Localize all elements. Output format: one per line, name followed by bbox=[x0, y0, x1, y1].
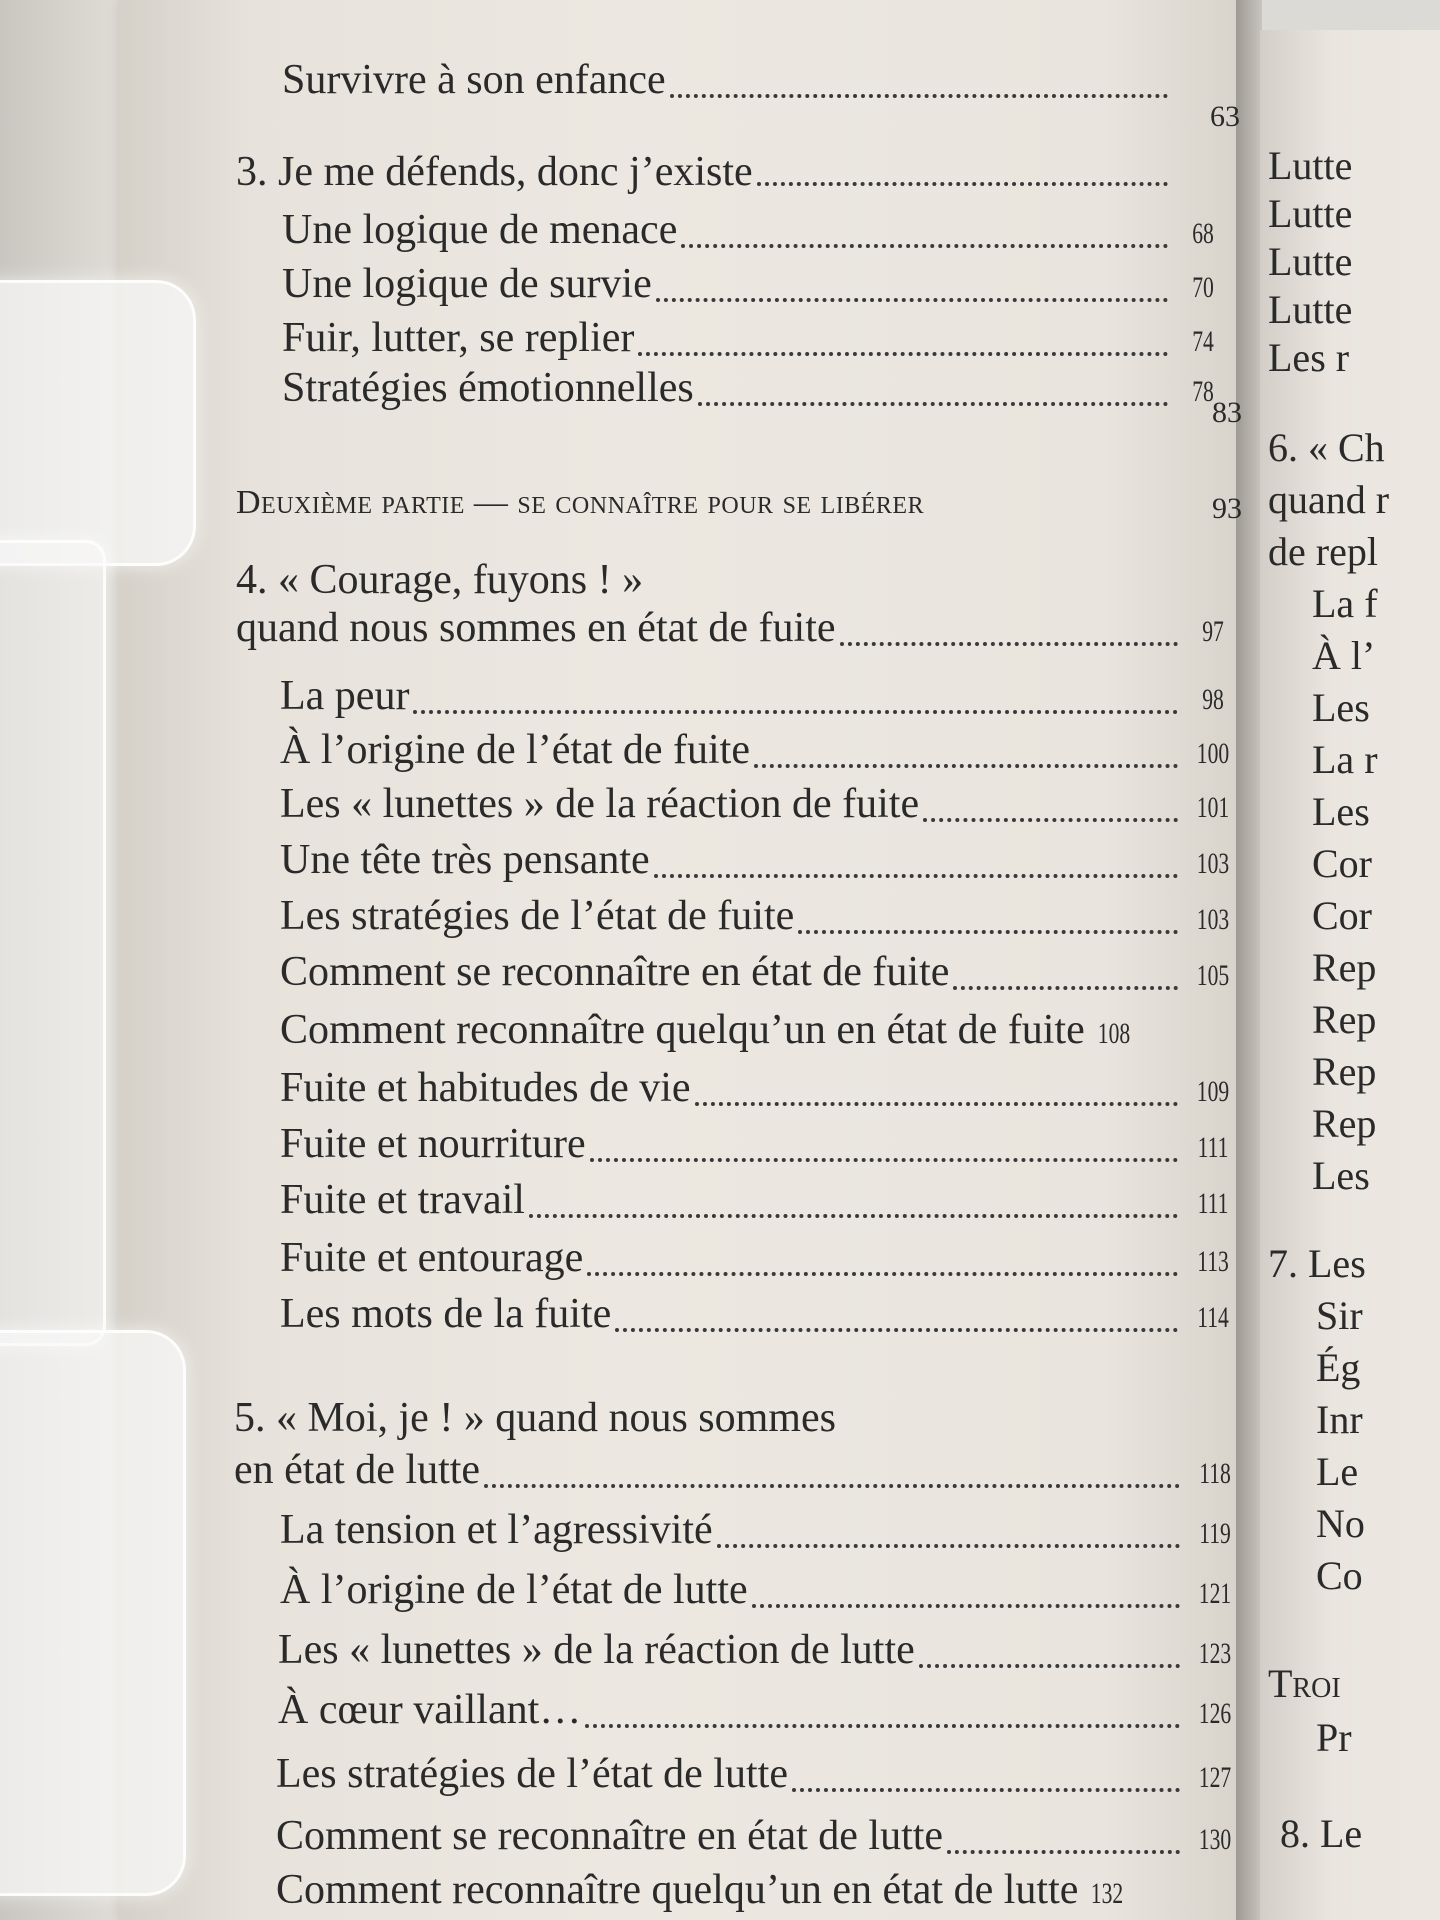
toc-entry bbox=[276, 1812, 1238, 1864]
right-line: de repl bbox=[1268, 529, 1378, 574]
page-clip-top bbox=[0, 280, 196, 566]
toc-entry-title: Comment reconnaître quelqu’un en état de fuite bbox=[280, 1007, 1085, 1053]
dot-leader bbox=[484, 1484, 1180, 1488]
dot-leader bbox=[953, 986, 1178, 990]
dot-leader bbox=[654, 874, 1178, 878]
toc-entry-title: Une logique de survie bbox=[282, 261, 652, 307]
toc-entry bbox=[280, 1120, 1236, 1172]
page-number: 97 bbox=[1202, 615, 1224, 648]
right-line: Rep bbox=[1312, 1049, 1377, 1094]
right-line: Inr bbox=[1316, 1397, 1363, 1442]
toc-entry bbox=[280, 892, 1236, 944]
dot-leader bbox=[752, 1604, 1180, 1608]
page-number: 98 bbox=[1202, 683, 1224, 716]
toc-entry-title: Les stratégies de l’état de lutte bbox=[276, 1751, 788, 1797]
right-line: Les bbox=[1312, 789, 1370, 834]
toc-entry-title: Fuite et entourage bbox=[280, 1235, 584, 1281]
page-number: 132 bbox=[1091, 1877, 1124, 1910]
page-number: 111 bbox=[1197, 1187, 1229, 1220]
page-number: 93 bbox=[1212, 492, 1242, 525]
right-line: À l’ bbox=[1312, 633, 1376, 678]
right-line: La r bbox=[1312, 737, 1378, 782]
right-line: Rep bbox=[1312, 997, 1377, 1042]
toc-entry-title: Fuite et travail bbox=[280, 1177, 525, 1223]
page-number: 105 bbox=[1196, 959, 1230, 992]
toc-entry-title: À cœur vaillant… bbox=[278, 1687, 582, 1733]
right-line: Les bbox=[1312, 1153, 1370, 1198]
dot-leader bbox=[698, 402, 1168, 406]
toc-entry bbox=[282, 314, 1226, 366]
dot-leader bbox=[757, 182, 1168, 186]
dot-leader bbox=[840, 642, 1178, 646]
right-line: Lutte bbox=[1268, 287, 1353, 332]
right-line: 7. Les bbox=[1268, 1241, 1366, 1286]
toc-entry-title: Les stratégies de l’état de fuite bbox=[280, 893, 795, 939]
toc-entry-title: La peur bbox=[280, 673, 410, 719]
page-number: 118 bbox=[1199, 1457, 1231, 1490]
toc-chapter bbox=[236, 604, 1236, 656]
dot-leader bbox=[670, 94, 1168, 98]
toc-entry bbox=[280, 1006, 1236, 1058]
page-number: 74 bbox=[1192, 325, 1214, 358]
toc-chapter bbox=[234, 1446, 1238, 1498]
toc-entry bbox=[280, 836, 1236, 888]
dot-leader bbox=[585, 1724, 1180, 1728]
right-line: quand r bbox=[1268, 477, 1390, 522]
toc-entry bbox=[280, 780, 1236, 832]
toc-entry bbox=[276, 1866, 1238, 1918]
toc-entry bbox=[282, 56, 1226, 108]
toc-entry bbox=[280, 1290, 1236, 1342]
toc-entry-title: Comment se reconnaître en état de fuite bbox=[280, 949, 950, 995]
toc-chapter bbox=[236, 148, 1226, 196]
toc-entry bbox=[280, 1506, 1238, 1558]
dot-leader bbox=[919, 1664, 1180, 1668]
dot-leader bbox=[717, 1544, 1180, 1548]
page-number: 63 bbox=[1210, 100, 1240, 133]
dot-leader bbox=[587, 1272, 1178, 1276]
chapter-title: quand nous sommes en état de fuite bbox=[236, 605, 836, 651]
right-line: Cor bbox=[1312, 841, 1372, 886]
toc-entry bbox=[280, 948, 1236, 1000]
right-line: Lutte bbox=[1268, 239, 1353, 284]
page-number: 111 bbox=[1197, 1131, 1229, 1164]
right-line: Le bbox=[1316, 1449, 1359, 1494]
right-line: Lutte bbox=[1268, 191, 1353, 236]
toc-entry bbox=[280, 1234, 1236, 1286]
dot-leader bbox=[413, 710, 1178, 714]
right-line: 6. « Ch bbox=[1268, 425, 1385, 470]
toc-entry bbox=[276, 1750, 1238, 1802]
toc-entry bbox=[282, 206, 1226, 258]
toc-entry-title: Comment reconnaître quelqu’un en état de lutte bbox=[276, 1867, 1079, 1913]
toc-entry-title: À l’origine de l’état de fuite bbox=[280, 727, 750, 773]
toc-entry bbox=[282, 260, 1226, 312]
dot-leader bbox=[529, 1214, 1178, 1218]
right-line: Les r bbox=[1268, 335, 1350, 380]
dot-leader bbox=[754, 764, 1178, 768]
right-line: 8. Le bbox=[1280, 1811, 1363, 1856]
chapter-title: 4. « Courage, fuyons ! » bbox=[236, 557, 644, 603]
page-number: 114 bbox=[1197, 1301, 1229, 1334]
dot-leader bbox=[792, 1788, 1180, 1792]
page-number: 100 bbox=[1196, 737, 1230, 770]
page-number: 108 bbox=[1097, 1017, 1130, 1050]
page-number: 130 bbox=[1198, 1823, 1232, 1856]
page-number: 127 bbox=[1198, 1761, 1232, 1794]
toc-entry bbox=[280, 726, 1236, 778]
page-number: 101 bbox=[1196, 791, 1230, 824]
toc-entry-title: Fuir, lutter, se replier bbox=[282, 315, 635, 361]
right-line: Lutte bbox=[1268, 143, 1353, 188]
dot-leader bbox=[681, 244, 1168, 248]
page-number: 68 bbox=[1192, 217, 1214, 250]
page-number: 121 bbox=[1198, 1577, 1232, 1610]
right-line: No bbox=[1316, 1501, 1365, 1546]
page-clip-band bbox=[0, 540, 106, 1346]
chapter-title: 3. Je me défends, donc j’existe bbox=[236, 149, 753, 195]
toc-entry-title: Les « lunettes » de la réaction de lutte bbox=[278, 1627, 915, 1673]
page-number: 70 bbox=[1192, 271, 1214, 304]
toc-entry bbox=[282, 364, 1226, 416]
dot-leader bbox=[615, 1328, 1178, 1332]
page-number: 78 bbox=[1192, 375, 1214, 408]
chapter-title: en état de lutte bbox=[234, 1447, 481, 1493]
right-line: Rep bbox=[1312, 945, 1377, 990]
page-clip-bottom bbox=[0, 1330, 186, 1896]
dot-leader bbox=[923, 818, 1178, 822]
dot-leader bbox=[798, 930, 1178, 934]
toc-entry-title: Fuite et habitudes de vie bbox=[280, 1065, 691, 1111]
toc-entry bbox=[278, 1686, 1238, 1738]
right-line: Pr bbox=[1316, 1715, 1352, 1760]
part-heading: Deuxième partie — se connaître pour se libérer bbox=[236, 484, 925, 521]
toc-entry-title: Comment se reconnaître en état de lutte bbox=[276, 1813, 944, 1859]
page-number: 113 bbox=[1197, 1245, 1229, 1278]
toc-entry bbox=[280, 1064, 1236, 1116]
page-number: 103 bbox=[1196, 847, 1230, 880]
page-number: 126 bbox=[1198, 1697, 1232, 1730]
toc-entry-title: Une logique de menace bbox=[282, 207, 678, 253]
toc-entry-title: Une tête très pensante bbox=[280, 837, 650, 883]
toc-entry-title: Stratégies émotionnelles bbox=[282, 365, 694, 411]
toc-entry-title: La tension et l’agressivité bbox=[280, 1507, 713, 1553]
right-line: Sir bbox=[1316, 1293, 1363, 1338]
toc-entry bbox=[278, 1626, 1238, 1678]
page-number: 123 bbox=[1198, 1637, 1232, 1670]
page-number: 119 bbox=[1199, 1517, 1231, 1550]
dot-leader bbox=[695, 1102, 1178, 1106]
dot-leader bbox=[947, 1850, 1180, 1854]
page-number: 109 bbox=[1196, 1075, 1230, 1108]
right-line: Co bbox=[1316, 1553, 1363, 1598]
toc-entry-title: Fuite et nourriture bbox=[280, 1121, 586, 1167]
chapter-title: 5. « Moi, je ! » quand nous sommes bbox=[234, 1395, 836, 1441]
page-number: 83 bbox=[1212, 396, 1242, 429]
right-line: Cor bbox=[1312, 893, 1372, 938]
toc-entry-title: Survivre à son enfance bbox=[282, 57, 666, 103]
right-line: Troi bbox=[1268, 1661, 1341, 1706]
dot-leader bbox=[656, 298, 1168, 302]
right-line: Les bbox=[1312, 685, 1370, 730]
dot-leader bbox=[590, 1158, 1178, 1162]
page-number: 103 bbox=[1196, 903, 1230, 936]
toc-entry bbox=[280, 672, 1236, 724]
toc-entry bbox=[280, 1566, 1238, 1618]
toc-entry bbox=[280, 1176, 1236, 1228]
right-line: La f bbox=[1312, 581, 1378, 626]
toc-entry-title: Les « lunettes » de la réaction de fuite bbox=[280, 781, 920, 827]
toc-entry-title: Les mots de la fuite bbox=[280, 1291, 612, 1337]
dot-leader bbox=[638, 352, 1168, 356]
right-line: Rep bbox=[1312, 1101, 1377, 1146]
toc-entry-title: À l’origine de l’état de lutte bbox=[280, 1567, 748, 1613]
right-line: Ég bbox=[1316, 1345, 1361, 1390]
